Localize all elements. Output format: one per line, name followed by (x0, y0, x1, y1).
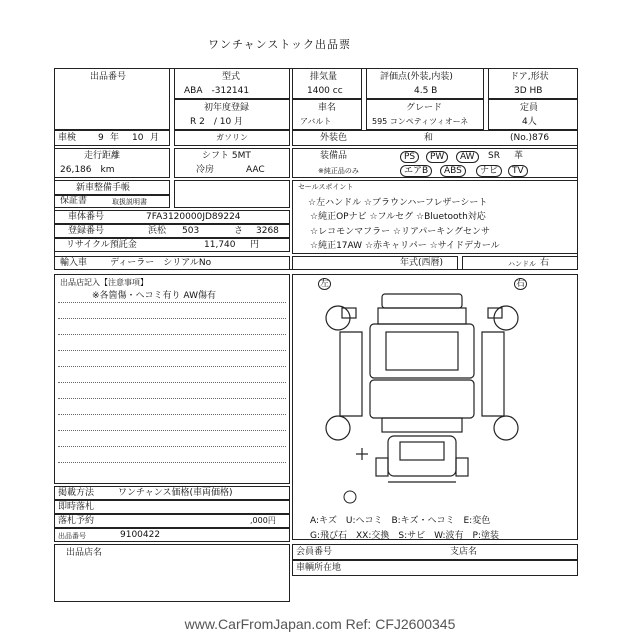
equipment-aw: AW (456, 151, 479, 163)
model-value: ABA -312141 (184, 86, 250, 96)
equipment-tv: TV (508, 165, 528, 177)
branch-label: 支店名 (450, 547, 478, 557)
remarks-value: ※各箇傷・ヘコミ有り AW傷有 (92, 291, 216, 301)
vin-value: 7FA3120000JD89224 (146, 212, 241, 222)
reg-label: 登録番号 (68, 226, 105, 236)
mileage-value: 26,186 km (60, 165, 115, 175)
remarks-line (58, 446, 286, 447)
blank-box (174, 180, 290, 208)
remarks-line (58, 430, 286, 431)
reserve-label: 落札予約 (58, 516, 95, 526)
reg-class: 503 (182, 226, 200, 236)
reg-area: 浜松 (148, 226, 167, 236)
selling-points-label: セールスポイント (298, 183, 354, 191)
selling-point-1: ☆左ハンドル ☆ブラウンハーフレザーシート (308, 198, 488, 208)
equipment-sr: SR (488, 151, 500, 161)
color-no: (No.)876 (510, 133, 550, 143)
selling-point-3: ☆レコモンマフラー ☆リアパーキングセンサ (310, 227, 491, 237)
remarks-line (58, 398, 286, 399)
capacity-label: 定員 (520, 103, 539, 113)
reg-number: 3268 (256, 226, 279, 236)
sheet-title: ワンチャンストック出品票 (208, 38, 352, 51)
equipment-pw: PW (426, 151, 448, 163)
warranty-label: 保証書 (60, 196, 88, 206)
mileage-label: 走行距離 (84, 151, 121, 161)
model-label: 型式 (222, 72, 241, 82)
inspection-label: 車検 (58, 133, 77, 143)
equipment-abs: ABS (440, 165, 466, 177)
instant-label: 即時落札 (58, 502, 95, 512)
equipment-ps: PS (400, 151, 419, 163)
inspection-month-unit: 月 (150, 133, 160, 143)
shift-value: シフト 5MT (202, 151, 251, 161)
dealer-label: 出品店名 (66, 548, 103, 558)
equipment-airbag: エアB (400, 165, 432, 177)
reg-kana: さ (234, 226, 244, 236)
first-reg-value: R 2 / 10 月 (190, 117, 244, 127)
capacity-value: 4人 (522, 117, 537, 127)
equipment-row2-label: ※純正品のみ (318, 167, 359, 175)
diagram-right-label: 右 (516, 279, 526, 289)
legend-row-1: A:キズ U:ヘコミ B:キズ・ヘコミ E:変色 (310, 516, 491, 526)
small-wheel-icon (343, 490, 357, 504)
manual-label: 取扱説明書 (112, 198, 147, 206)
remarks-box (54, 274, 290, 484)
handle-label: ハンドル (508, 260, 536, 268)
stock-no-label: 出品番号 (58, 532, 86, 540)
first-reg-label: 初年度登録 (204, 103, 250, 113)
import-label: 輸入車 (60, 258, 88, 268)
grade-value: 595 コンペティツィオーネ (372, 117, 469, 126)
handle-value: 右 (540, 258, 550, 268)
recycle-unit: 円 (250, 240, 260, 250)
color-label: 外装色 (320, 133, 348, 143)
auction-no-label: 出品番号 (90, 72, 127, 82)
method-value: ワンチャンス価格(車両価格) (118, 488, 233, 498)
method-label: 掲載方法 (58, 488, 95, 498)
remarks-line (58, 414, 286, 415)
stock-no-value: 9100422 (120, 530, 161, 540)
inspection-month: 10 (132, 133, 144, 143)
remarks-line (58, 462, 286, 463)
displacement-value: 1400 cc (307, 86, 343, 96)
equipment-leather: 革 (514, 151, 524, 161)
vin-label: 車体番号 (68, 212, 105, 222)
diagram-left-label: 左 (320, 279, 330, 289)
fuel-value: ガソリン (216, 133, 248, 142)
year-model-label: 年式(西暦) (400, 258, 444, 268)
selling-point-2: ☆純正OPナビ ☆フルセグ ☆Bluetooth対応 (310, 212, 486, 222)
location-label: 車輌所在地 (296, 563, 342, 573)
remarks-line (58, 382, 286, 383)
inspection-year: 9 (98, 133, 104, 143)
doors-value: 3D HB (514, 86, 543, 96)
inspection-year-unit: 年 (110, 133, 120, 143)
grade-label: グレード (406, 103, 443, 113)
displacement-label: 排気量 (310, 72, 338, 82)
reserve-value: ,000円 (250, 516, 276, 525)
grade-score-label: 評価点(外装,内装) (380, 72, 453, 82)
recycle-label: リサイクル預託金 (66, 240, 137, 250)
equipment-label: 装備品 (320, 151, 348, 161)
member-label: 会員番号 (296, 547, 333, 557)
member-box (292, 544, 578, 560)
recycle-value: 11,740 (204, 240, 236, 250)
remarks-line (58, 302, 286, 303)
aircon-value: AAC (246, 165, 265, 175)
equipment-navi: ナビ (476, 165, 502, 177)
make-value: アバルト (300, 117, 332, 126)
remarks-line (58, 334, 286, 335)
watermark: www.CarFromJapan.com Ref: CFJ2600345 (184, 616, 456, 632)
make-label: 車名 (318, 103, 337, 113)
legend-row-2: G:飛び石 XX:交換 S:サビ W:波有 P:塗装 (310, 531, 499, 541)
import-value: ディーラー シリアルNo (110, 258, 212, 268)
remarks-label: 出品店記入【注意事項】 (60, 278, 148, 287)
remarks-line (58, 318, 286, 319)
doors-label: ドア,形状 (510, 72, 549, 82)
remarks-line (58, 366, 286, 367)
grade-score-value: 4.5 B (414, 86, 438, 96)
color-value: 和 (424, 133, 434, 143)
aircon-label: 冷房 (196, 165, 215, 175)
stock-no-box (54, 528, 290, 542)
new-car-label: 新車整備手帳 (76, 183, 131, 193)
car-diagram (322, 288, 522, 498)
remarks-line (58, 350, 286, 351)
selling-point-4: ☆純正17AW ☆赤キャリパー ☆サイドデカール (310, 241, 500, 251)
